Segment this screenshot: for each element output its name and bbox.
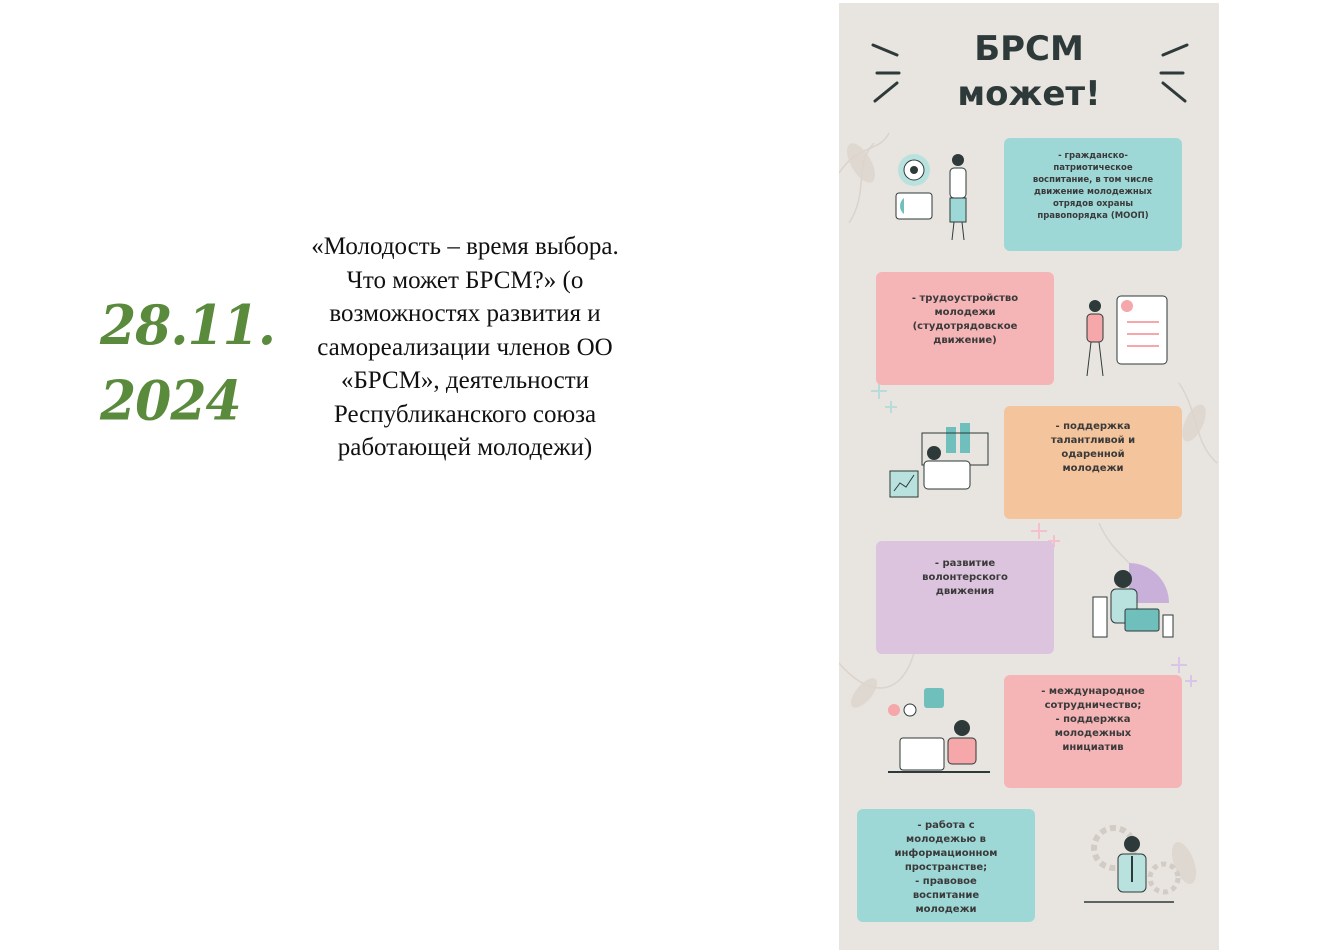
card-text: - международное сотрудничество; - поддержка молодежных инициатив [1041,686,1145,753]
laptop-person-illustration [1079,553,1179,648]
card-text: - трудоустройство молодежи (студотрядовское движение) [911,293,1019,346]
card-text: - гражданско- патриотическое воспитание, в том числе движение молодежных отрядов охраны правопорядка (МООП) [1032,151,1154,221]
card-volunteer-movement [876,541,1054,654]
card-text: - работа с молодежью в информационном пространстве; - правовое воспитание молодежи [894,820,998,915]
date-year: 2024 [100,369,241,434]
poster-title [929,27,1129,117]
brsm-infographic-poster [839,3,1219,950]
card-youth-employment [876,272,1054,385]
date-day-month: 28.11. [100,293,275,358]
target-presenter-illustration [884,148,994,248]
card-talented-youth [1004,406,1182,519]
card-information-space [857,809,1035,922]
card-text: - поддержка талантливой и одаренной молодежи [1050,421,1136,474]
analyst-desk-illustration [884,423,994,508]
card-text: - развитие волонтерского движения [922,558,1008,597]
event-description: «Молодость – время выбора. Что может БРСМ?» (о возможностях развития и самореализации членов ОО «БРСМ», деятельности Республиканского союза работающей молодежи) [311,233,619,461]
event-date [100,288,275,439]
computer-desk-illustration [884,688,994,778]
card-civic-patriotic [1004,138,1182,251]
poster-title-line2: может! [957,74,1101,114]
poster-title-line1: БРСМ [974,29,1084,69]
checklist-person-illustration [1079,288,1179,383]
gears-person-illustration [1074,818,1184,918]
card-international-cooperation [1004,675,1182,788]
